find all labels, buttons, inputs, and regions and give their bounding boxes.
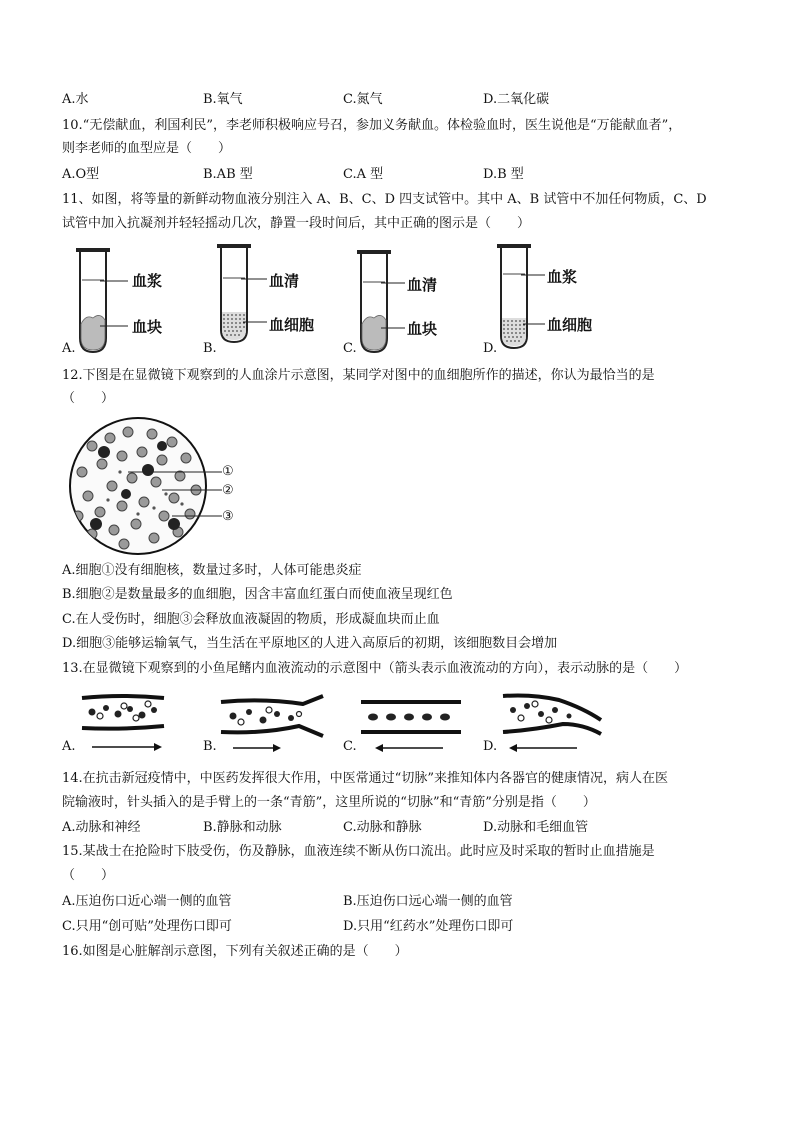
tube-d-top-label: 血浆 [547,268,578,286]
q14-stem-line1: 14.在抗击新冠疫情中，中医药发挥很大作用，中医常通过“切脉”来推知体内各器官的健康情况，病人在医 [62,771,668,786]
q12-option-b: B.细胞②是数量最多的血细胞，因含丰富血红蛋白而使血液呈现红色 [62,587,453,602]
test-tube-figure-c [343,244,483,359]
test-tube-figure-b [203,244,343,359]
q12-stem-line1: 12.下图是在显微镜下观察到的人血涂片示意图，某同学对图中的血细胞所作的描述，你认为最恰当的是 [62,368,655,383]
test-tube-figure-d [483,244,623,359]
q9-option-a: A.水 [62,92,89,107]
q11-stem-line2: 试管中加入抗凝剂并轻轻摇动几次，静置一段时间后，其中正确的图示是（ ） [62,216,531,231]
vessel-c-drawing [343,690,473,758]
test-tube-b-drawing [203,244,343,359]
q10-option-b: B.AB 型 [203,167,253,182]
q15-option-d: D.只用“红药水”处理伤口即可 [343,919,514,934]
q16-stem: 16.如图是心脏解剖示意图，下列有关叙述正确的是（ ） [62,944,408,959]
q13-stem: 13.在显微镜下观察到的小鱼尾鳍内血液流动的示意图中（箭头表示血液流动的方向），表示动脉的是（ ） [62,661,688,676]
test-tube-d-drawing [483,244,623,359]
q15-option-a: A.压迫伤口近心端一侧的血管 [62,894,232,909]
vessel-b-drawing [203,690,333,758]
q10-option-d: D.B 型 [483,167,524,182]
q14-option-b: B.静脉和动脉 [203,820,282,835]
q11-stem-line1: 11、如图，将等量的新鲜动物血液分别注入 A、B、C、D 四支试管中。其中 A、B 试管中不加任何物质，C、D [62,192,707,207]
q14-option-d: D.动脉和毛细血管 [483,820,589,835]
q12-option-c: C.在人受伤时，细胞③会释放血液凝固的物质，形成凝血块而止血 [62,612,440,627]
tube-b-top-label: 血清 [269,272,300,290]
test-tube-a-drawing [62,244,202,359]
q9-option-c: C.氮气 [343,92,383,107]
q15-option-c: C.只用“创可贴”处理伤口即可 [62,919,232,934]
q12-option-d: D.细胞③能够运输氧气，当生活在平原地区的人进入高原后的初期，该细胞数目会增加 [62,636,558,651]
vessel-c-letter: C. [343,739,357,754]
tube-b-letter: B. [203,341,217,356]
vessel-d-letter: D. [483,739,498,754]
vessel-a-letter: A. [62,739,76,754]
vessel-figure-a [62,690,172,758]
q14-option-c: C.动脉和静脉 [343,820,422,835]
q12-stem-line2: （ ） [62,391,115,406]
marker-2: ② [222,483,234,498]
marker-3: ③ [222,509,234,524]
tube-a-bottom-label: 血块 [132,318,163,336]
vessel-figure-c [343,690,473,758]
q10-stem-line1: 10.“无偿献血，利国利民”，李老师积极响应号召，参加义务献血。体检验血时，医生说他是“万能献血者”， [62,118,682,133]
q9-option-b: B.氧气 [203,92,243,107]
tube-d-bottom-label: 血细胞 [547,316,593,334]
vessel-b-letter: B. [203,739,217,754]
tube-c-letter: C. [343,341,357,356]
test-tube-figure-a [62,244,202,359]
q15-stem-line1: 15.某战士在抢险时下肢受伤，伤及静脉，血液连续不断从伤口流出。此时应及时采取的暂时止血措施是 [62,844,655,859]
tube-c-top-label: 血清 [407,276,438,294]
vessel-figure-d [483,690,613,758]
test-tube-c-drawing [343,244,483,359]
tube-b-bottom-label: 血细胞 [269,316,315,334]
q10-option-c: C.A 型 [343,167,384,182]
vessel-figure-b [203,690,333,758]
q14-stem-line2: 院输液时，针头插入的是手臂上的一条“青筋”，这里所说的“切脉”和“青筋”分别是指（ ） [62,795,596,810]
vessel-a-drawing [62,690,172,758]
q14-option-a: A.动脉和神经 [62,820,141,835]
q9-option-d: D.二氧化碳 [483,92,550,107]
blood-smear-figure [62,416,252,556]
q10-stem-line2: 则李老师的血型应是（ ） [62,141,232,156]
tube-a-top-label: 血浆 [132,272,163,290]
q12-option-a: A.细胞①没有细胞核，数量过多时，人体可能患炎症 [62,563,362,578]
marker-1: ① [222,464,234,479]
q10-option-a: A.O型 [62,167,100,182]
tube-d-letter: D. [483,341,498,356]
tube-c-bottom-label: 血块 [407,320,438,338]
q15-stem-line2: （ ） [62,868,115,883]
tube-a-letter: A. [62,341,76,356]
q15-option-b: B.压迫伤口远心端一侧的血管 [343,894,513,909]
vessel-d-drawing [483,690,613,758]
